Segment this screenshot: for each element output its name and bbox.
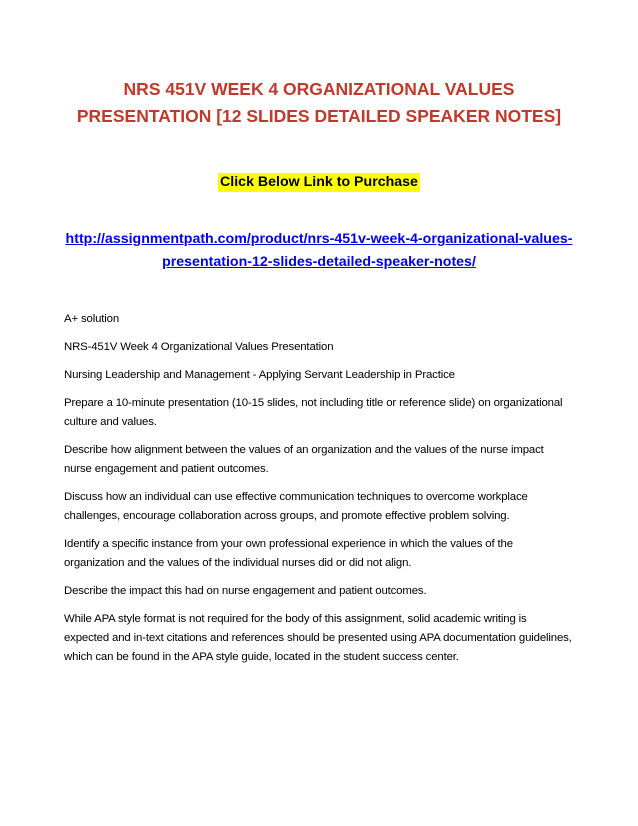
purchase-callout (64, 173, 574, 192)
paragraph: A+ solution (64, 313, 120, 325)
paragraph: Nursing Leadership and Management - Applying Servant Leadership in Practice (64, 369, 455, 381)
purchase-callout-text: Click Below Link to Purchase (220, 174, 418, 190)
paragraph: Describe how alignment between the values of an organization and the values of the nurse impact nurse engagement and patient outcomes. (64, 444, 544, 475)
paragraph: Identify a specific instance from your own professional experience in which the values of the organization and the values of the individual nurses did or did not align. (64, 538, 513, 569)
document-body (64, 310, 574, 667)
paragraph: NRS-451V Week 4 Organizational Values Presentation (64, 341, 334, 353)
document-title: NRS 451V WEEK 4 ORGANIZATIONAL VALUES PRESENTATION [12 SLIDES DETAILED SPEAKER NOTES] (76, 79, 562, 126)
paragraph: Describe the impact this had on nurse engagement and patient outcomes. (64, 585, 427, 597)
paragraph: Discuss how an individual can use effective communication techniques to overcome workplace challenges, encourage collaboration across groups, and promote effective problem solving. (64, 491, 528, 522)
paragraph: Prepare a 10-minute presentation (10-15 slides, not including title or reference slide) on organizational culture and values. (64, 397, 563, 428)
purchase-link[interactable]: http://assignmentpath.com/product/nrs-451v-week-4-organizational-values-presentation-12-slides-detailed-speaker-notes/ (65, 231, 573, 270)
paragraph: While APA style format is not required for the body of this assignment, solid academic writing is expected and in-text citations and references should be presented using APA documentation guidelines, which can be found in the APA style guide, located in the student success center. (64, 613, 572, 663)
